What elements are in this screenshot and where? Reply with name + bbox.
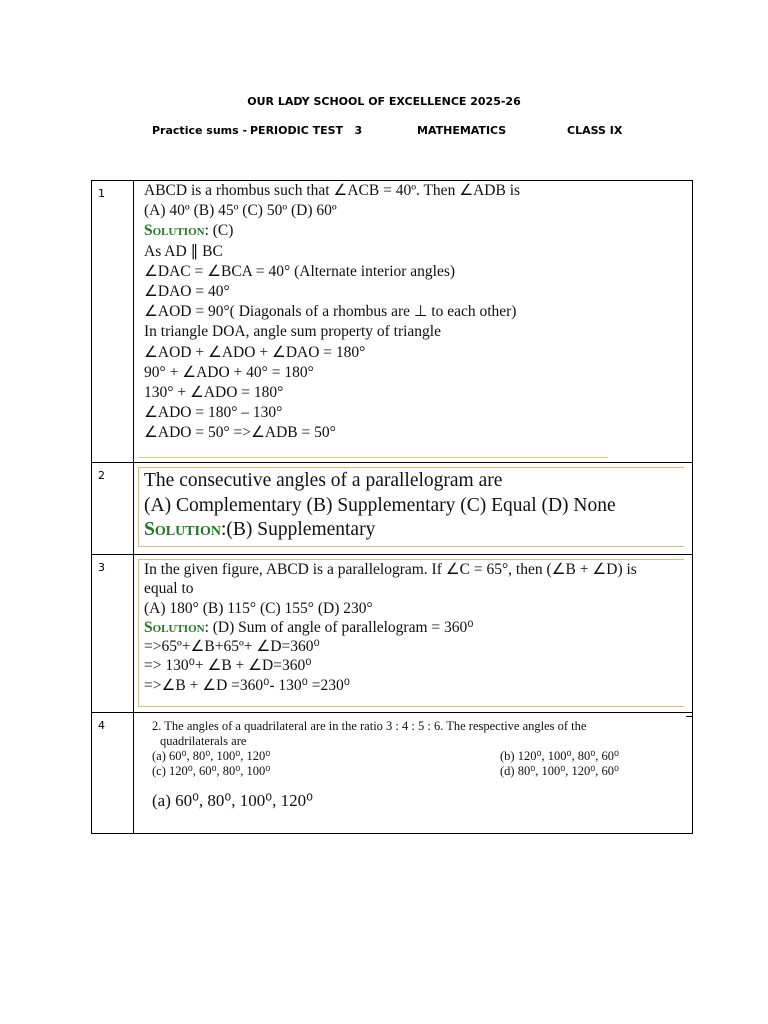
- option-d: (d) 80⁰, 100⁰, 120⁰, 60⁰: [500, 764, 619, 778]
- solution-value: :(B) Supplementary: [220, 519, 376, 540]
- subheading: [0, 124, 768, 140]
- table-row: [92, 181, 693, 463]
- option-c: (c) 120⁰, 60⁰, 80⁰, 100⁰: [152, 764, 271, 778]
- table-row: [92, 463, 693, 555]
- solution-label: Solution: [144, 519, 221, 540]
- question-number: 4: [92, 713, 134, 834]
- question-number: 2: [92, 463, 134, 555]
- solution-step: =>∠B + ∠D =360⁰- 130⁰ =230⁰: [144, 676, 350, 694]
- answer-text: (a) 60⁰, 80⁰, 100⁰, 120⁰: [152, 791, 313, 810]
- question-cell: [134, 181, 693, 463]
- question-text: quadrilaterals are: [160, 734, 247, 748]
- question-cell: [134, 713, 693, 834]
- class-label: CLASS IX: [567, 124, 623, 137]
- solution-value: : (D) Sum of angle of parallelogram = 360⁰: [204, 618, 474, 636]
- solution-step: ∠AOD + ∠ADO + ∠DAO = 180°: [144, 343, 366, 361]
- options-text: (A) 180° (B) 115° (C) 155° (D) 230°: [144, 599, 373, 617]
- solution-step: 90° + ∠ADO + 40° = 180°: [144, 363, 314, 381]
- options-grid: [152, 749, 688, 783]
- option-a: (a) 60⁰, 80⁰, 100⁰, 120⁰: [152, 749, 271, 763]
- solution-step: 130° + ∠ADO = 180°: [144, 384, 284, 402]
- question-cell: [134, 555, 693, 713]
- border-tick: [686, 716, 692, 717]
- solution-step: ∠ADO = 50° =>∠ADB = 50°: [144, 424, 336, 442]
- solution-line: [144, 221, 688, 241]
- school-title: OUR LADY SCHOOL OF EXCELLENCE 2025-26: [247, 95, 521, 108]
- solution-step: In triangle DOA, angle sum property of triangle: [144, 323, 441, 341]
- question-image: [134, 181, 692, 444]
- option-b: (b) 120⁰, 100⁰, 80⁰, 60⁰: [500, 749, 619, 763]
- practice-label: Practice sums -: [152, 124, 248, 137]
- question-number: 3: [92, 555, 134, 713]
- solution-step: =>65º+∠B+65º+ ∠D=360⁰: [144, 638, 320, 656]
- border-tick: [686, 462, 692, 463]
- image-border: [138, 457, 608, 458]
- image-border: [138, 559, 684, 707]
- question-number: 1: [92, 181, 134, 463]
- solution-label: Solution: [144, 222, 205, 240]
- question-text: ABCD is a rhombus such that ∠ACB = 40º. Then ∠ADB is: [144, 182, 521, 199]
- solution-label: Solution: [144, 618, 205, 636]
- question-cell: [134, 463, 693, 555]
- image-border: [138, 467, 684, 547]
- questions-table: [91, 180, 693, 834]
- question-text: In the given figure, ABCD is a parallelogram. If ∠C = 65°, then (∠B + ∠D) is: [144, 561, 637, 578]
- solution-step: ∠DAO = 40°: [144, 283, 230, 301]
- solution-step: => 130⁰+ ∠B + ∠D=360⁰: [144, 657, 312, 675]
- subject-label: MATHEMATICS: [417, 124, 507, 137]
- solution-step: As AD ∥ BC: [144, 242, 223, 260]
- solution-step: ∠ADO = 180° – 130°: [144, 404, 283, 422]
- solution-step: ∠AOD = 90°( Diagonals of a rhombus are ⊥ to each other): [144, 303, 517, 321]
- options-text: (A) Complementary (B) Supplementary (C) Equal (D) None: [144, 494, 616, 516]
- test-label: PERIODIC TEST 3: [250, 124, 363, 137]
- options-text: (A) 40º (B) 45º (C) 50º (D) 60º: [144, 202, 337, 220]
- border-tick: [686, 554, 692, 555]
- solution-value: : (C): [204, 222, 234, 240]
- question-text: The consecutive angles of a parallelogram are: [144, 470, 503, 491]
- table-row: [92, 555, 693, 713]
- question-text: 2. The angles of a quadrilateral are in the ratio 3 : 4 : 5 : 6. The respective angles of the: [152, 719, 587, 733]
- question-text: equal to: [144, 580, 194, 598]
- table-row: [92, 713, 693, 834]
- question-image: [134, 713, 692, 808]
- solution-step: ∠DAC = ∠BCA = 40° (Alternate interior angles): [144, 262, 456, 280]
